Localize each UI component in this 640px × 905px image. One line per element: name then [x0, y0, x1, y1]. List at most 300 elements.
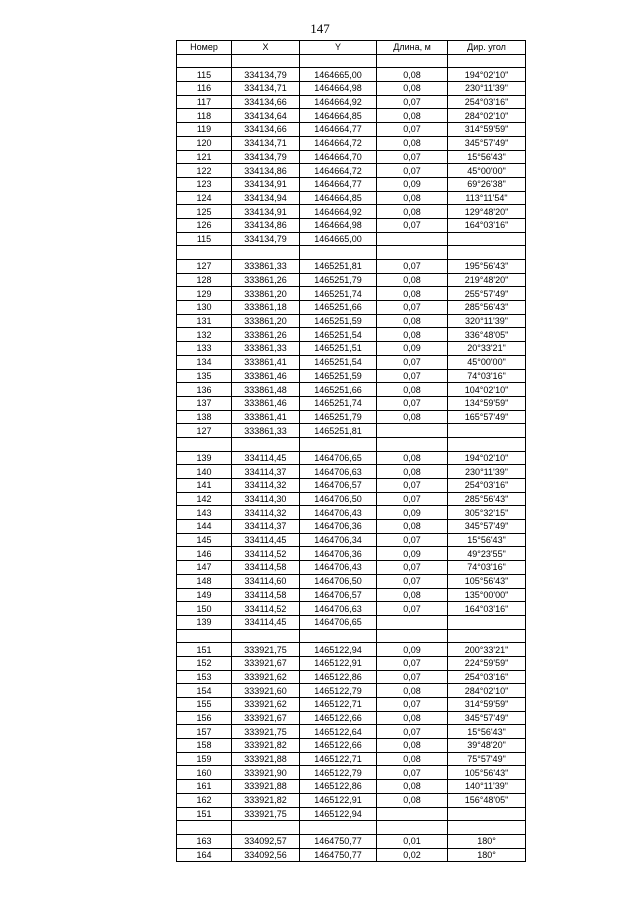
cell-direction-angle: 345°57'49"	[448, 520, 526, 534]
cell-y	[300, 54, 377, 68]
cell-number: 132	[177, 328, 232, 342]
cell-y: 1465122,66	[300, 711, 377, 725]
cell-y: 1465122,66	[300, 739, 377, 753]
cell-direction-angle: 219°48'20"	[448, 273, 526, 287]
cell-direction-angle: 345°57'49"	[448, 711, 526, 725]
cell-x: 333921,62	[232, 670, 300, 684]
table-row	[177, 383, 526, 397]
table-row	[177, 328, 526, 342]
cell-y: 1464750,77	[300, 834, 377, 848]
cell-x: 334134,66	[232, 123, 300, 137]
cell-number: 122	[177, 164, 232, 178]
cell-x: 334114,30	[232, 492, 300, 506]
cell-x: 334114,32	[232, 479, 300, 493]
cell-y: 1465122,94	[300, 643, 377, 657]
cell-direction-angle: 194°02'10"	[448, 68, 526, 82]
cell-length: 0,07	[377, 123, 448, 137]
cell-y: 1464706,65	[300, 615, 377, 629]
cell-length: 0,02	[377, 848, 448, 862]
cell-length	[377, 807, 448, 821]
cell-y: 1465122,79	[300, 766, 377, 780]
table-row	[177, 533, 526, 547]
cell-y: 1464706,36	[300, 547, 377, 561]
cell-direction-angle: 15°56'43"	[448, 150, 526, 164]
cell-length: 0,08	[377, 273, 448, 287]
cell-direction-angle: 45°00'00"	[448, 355, 526, 369]
cell-direction-angle: 156°48'05"	[448, 793, 526, 807]
cell-number: 120	[177, 136, 232, 150]
cell-direction-angle: 69°26'38"	[448, 177, 526, 191]
cell-y: 1464665,00	[300, 232, 377, 246]
cell-length	[377, 629, 448, 643]
cell-number: 141	[177, 479, 232, 493]
cell-x: 334134,79	[232, 68, 300, 82]
cell-y	[300, 629, 377, 643]
cell-length: 0,08	[377, 588, 448, 602]
cell-direction-angle: 45°00'00"	[448, 164, 526, 178]
cell-x: 334114,45	[232, 533, 300, 547]
cell-number: 126	[177, 218, 232, 232]
cell-x: 333921,67	[232, 656, 300, 670]
cell-length: 0,09	[377, 177, 448, 191]
cell-direction-angle: 195°56'43"	[448, 260, 526, 274]
cell-y: 1465251,54	[300, 355, 377, 369]
table-row	[177, 561, 526, 575]
cell-x: 333861,18	[232, 301, 300, 315]
cell-y: 1464665,00	[300, 68, 377, 82]
table-row	[177, 123, 526, 137]
cell-y: 1465251,74	[300, 287, 377, 301]
cell-y: 1465251,51	[300, 342, 377, 356]
table-row	[177, 807, 526, 821]
cell-number: 123	[177, 177, 232, 191]
cell-number: 158	[177, 739, 232, 753]
cell-length: 0,08	[377, 82, 448, 96]
table-row	[177, 739, 526, 753]
cell-y: 1464664,92	[300, 205, 377, 219]
cell-number: 151	[177, 807, 232, 821]
cell-x: 333921,82	[232, 793, 300, 807]
table-row	[177, 725, 526, 739]
table-row	[177, 574, 526, 588]
cell-x: 334114,60	[232, 574, 300, 588]
cell-number: 129	[177, 287, 232, 301]
cell-x: 334134,64	[232, 109, 300, 123]
table-row	[177, 479, 526, 493]
cell-length: 0,07	[377, 492, 448, 506]
table-row	[177, 602, 526, 616]
table-row	[177, 273, 526, 287]
cell-y: 1464706,43	[300, 561, 377, 575]
cell-number: 127	[177, 424, 232, 438]
table-row	[177, 547, 526, 561]
table-row	[177, 451, 526, 465]
cell-x: 333921,67	[232, 711, 300, 725]
cell-direction-angle	[448, 821, 526, 835]
cell-number: 117	[177, 95, 232, 109]
cell-direction-angle: 320°11'39"	[448, 314, 526, 328]
table-row	[177, 752, 526, 766]
cell-number: 163	[177, 834, 232, 848]
cell-number: 142	[177, 492, 232, 506]
cell-x: 334134,91	[232, 205, 300, 219]
cell-number: 147	[177, 561, 232, 575]
cell-number: 116	[177, 82, 232, 96]
cell-length: 0,08	[377, 752, 448, 766]
cell-length: 0,07	[377, 766, 448, 780]
cell-y: 1465122,86	[300, 670, 377, 684]
cell-y: 1464664,77	[300, 123, 377, 137]
cell-x: 333861,33	[232, 260, 300, 274]
cell-y: 1464664,98	[300, 82, 377, 96]
header-y: Y	[300, 41, 377, 55]
cell-number: 136	[177, 383, 232, 397]
cell-x: 333921,75	[232, 807, 300, 821]
cell-direction-angle: 140°11'39"	[448, 780, 526, 794]
cell-x: 334134,86	[232, 218, 300, 232]
cell-direction-angle: 200°33'21"	[448, 643, 526, 657]
cell-direction-angle: 39°48'20"	[448, 739, 526, 753]
cell-number: 139	[177, 615, 232, 629]
cell-length	[377, 424, 448, 438]
cell-y: 1465251,74	[300, 396, 377, 410]
table-row	[177, 766, 526, 780]
cell-direction-angle: 345°57'49"	[448, 136, 526, 150]
table-row	[177, 615, 526, 629]
cell-x	[232, 437, 300, 451]
table-row	[177, 54, 526, 68]
cell-number: 149	[177, 588, 232, 602]
table-row	[177, 191, 526, 205]
coordinates-table	[176, 40, 526, 862]
cell-x: 334134,91	[232, 177, 300, 191]
table-row	[177, 260, 526, 274]
cell-number	[177, 54, 232, 68]
cell-length: 0,09	[377, 643, 448, 657]
cell-y: 1464706,65	[300, 451, 377, 465]
cell-length: 0,07	[377, 218, 448, 232]
cell-y: 1465122,71	[300, 752, 377, 766]
table-row	[177, 232, 526, 246]
cell-number	[177, 437, 232, 451]
cell-length: 0,09	[377, 547, 448, 561]
cell-y: 1465251,54	[300, 328, 377, 342]
cell-length: 0,07	[377, 369, 448, 383]
cell-x: 333861,46	[232, 369, 300, 383]
cell-direction-angle	[448, 437, 526, 451]
cell-length	[377, 54, 448, 68]
table-row	[177, 355, 526, 369]
cell-length: 0,08	[377, 780, 448, 794]
cell-y: 1464706,63	[300, 465, 377, 479]
cell-y: 1464706,63	[300, 602, 377, 616]
cell-length: 0,08	[377, 465, 448, 479]
table-row	[177, 68, 526, 82]
cell-number: 144	[177, 520, 232, 534]
cell-x: 334114,45	[232, 615, 300, 629]
cell-y: 1464706,50	[300, 492, 377, 506]
cell-x: 334114,37	[232, 465, 300, 479]
cell-number: 128	[177, 273, 232, 287]
cell-y: 1465251,79	[300, 410, 377, 424]
cell-y: 1464664,70	[300, 150, 377, 164]
cell-direction-angle: 194°02'10"	[448, 451, 526, 465]
cell-x	[232, 821, 300, 835]
table-row	[177, 711, 526, 725]
cell-direction-angle: 15°56'43"	[448, 725, 526, 739]
cell-x: 334114,37	[232, 520, 300, 534]
cell-y: 1464664,85	[300, 109, 377, 123]
cell-y: 1464664,72	[300, 136, 377, 150]
cell-x: 334092,56	[232, 848, 300, 862]
cell-length: 0,08	[377, 520, 448, 534]
table-row	[177, 109, 526, 123]
cell-length: 0,07	[377, 396, 448, 410]
cell-length: 0,08	[377, 328, 448, 342]
table-row	[177, 136, 526, 150]
cell-direction-angle: 105°56'43"	[448, 766, 526, 780]
cell-direction-angle: 105°56'43"	[448, 574, 526, 588]
table-row	[177, 301, 526, 315]
cell-y: 1465251,81	[300, 424, 377, 438]
cell-x: 334134,71	[232, 82, 300, 96]
cell-number: 162	[177, 793, 232, 807]
cell-number: 125	[177, 205, 232, 219]
cell-y: 1465122,91	[300, 793, 377, 807]
table-row	[177, 848, 526, 862]
cell-number: 151	[177, 643, 232, 657]
cell-x: 334134,79	[232, 232, 300, 246]
table-row	[177, 287, 526, 301]
cell-x: 334092,57	[232, 834, 300, 848]
cell-length: 0,01	[377, 834, 448, 848]
cell-y: 1464750,77	[300, 848, 377, 862]
cell-direction-angle: 20°33'21"	[448, 342, 526, 356]
table-row	[177, 520, 526, 534]
cell-x: 334114,52	[232, 547, 300, 561]
table-row	[177, 424, 526, 438]
cell-direction-angle: 164°03'16"	[448, 218, 526, 232]
cell-y: 1464664,98	[300, 218, 377, 232]
cell-direction-angle: 285°56'43"	[448, 301, 526, 315]
table-row	[177, 205, 526, 219]
cell-length: 0,07	[377, 602, 448, 616]
table-row	[177, 506, 526, 520]
cell-length: 0,07	[377, 656, 448, 670]
table-row	[177, 95, 526, 109]
cell-number: 157	[177, 725, 232, 739]
cell-length	[377, 232, 448, 246]
cell-number: 153	[177, 670, 232, 684]
cell-number: 115	[177, 68, 232, 82]
cell-x: 333921,82	[232, 739, 300, 753]
cell-y: 1465122,86	[300, 780, 377, 794]
header-x: X	[232, 41, 300, 55]
cell-y: 1465251,59	[300, 369, 377, 383]
cell-length: 0,07	[377, 95, 448, 109]
cell-number	[177, 821, 232, 835]
cell-number: 160	[177, 766, 232, 780]
cell-y: 1464706,36	[300, 520, 377, 534]
cell-length: 0,08	[377, 191, 448, 205]
cell-length: 0,08	[377, 451, 448, 465]
cell-direction-angle: 224°59'59"	[448, 656, 526, 670]
table-body	[177, 54, 526, 862]
table-row	[177, 342, 526, 356]
cell-x: 333921,88	[232, 780, 300, 794]
cell-direction-angle: 230°11'39"	[448, 465, 526, 479]
cell-y: 1465251,59	[300, 314, 377, 328]
table-row	[177, 670, 526, 684]
cell-direction-angle: 254°03'16"	[448, 95, 526, 109]
cell-y: 1465251,79	[300, 273, 377, 287]
cell-x: 334114,32	[232, 506, 300, 520]
table-row	[177, 465, 526, 479]
cell-direction-angle: 74°03'16"	[448, 369, 526, 383]
cell-length: 0,08	[377, 314, 448, 328]
cell-y: 1464664,77	[300, 177, 377, 191]
table-row	[177, 588, 526, 602]
cell-x: 333861,20	[232, 287, 300, 301]
cell-length: 0,08	[377, 711, 448, 725]
table-row	[177, 780, 526, 794]
cell-length: 0,07	[377, 533, 448, 547]
cell-x: 333921,90	[232, 766, 300, 780]
cell-x: 333861,41	[232, 410, 300, 424]
cell-x	[232, 629, 300, 643]
header-number: Номер	[177, 41, 232, 55]
cell-number: 133	[177, 342, 232, 356]
table-row	[177, 218, 526, 232]
cell-length: 0,08	[377, 287, 448, 301]
cell-direction-angle: 314°59'59"	[448, 123, 526, 137]
header-direction-angle: Дир. угол	[448, 41, 526, 55]
cell-number: 121	[177, 150, 232, 164]
table-row	[177, 629, 526, 643]
cell-length: 0,07	[377, 150, 448, 164]
cell-x: 334134,66	[232, 95, 300, 109]
cell-x: 334114,45	[232, 451, 300, 465]
cell-x	[232, 246, 300, 260]
cell-number: 134	[177, 355, 232, 369]
cell-direction-angle	[448, 246, 526, 260]
cell-y: 1465122,79	[300, 684, 377, 698]
cell-number: 115	[177, 232, 232, 246]
cell-length: 0,07	[377, 260, 448, 274]
cell-direction-angle: 180°	[448, 834, 526, 848]
cell-number: 161	[177, 780, 232, 794]
cell-y: 1464664,72	[300, 164, 377, 178]
cell-number: 154	[177, 684, 232, 698]
table-row	[177, 150, 526, 164]
cell-number: 139	[177, 451, 232, 465]
cell-number: 131	[177, 314, 232, 328]
cell-length: 0,08	[377, 684, 448, 698]
cell-number: 156	[177, 711, 232, 725]
cell-length	[377, 821, 448, 835]
cell-x: 333861,20	[232, 314, 300, 328]
cell-y: 1465122,71	[300, 698, 377, 712]
cell-length: 0,07	[377, 574, 448, 588]
table-row	[177, 793, 526, 807]
cell-number: 137	[177, 396, 232, 410]
cell-x: 334134,86	[232, 164, 300, 178]
cell-number	[177, 246, 232, 260]
cell-number: 130	[177, 301, 232, 315]
cell-number: 124	[177, 191, 232, 205]
cell-x: 333921,62	[232, 698, 300, 712]
cell-direction-angle: 180°	[448, 848, 526, 862]
cell-direction-angle: 165°57'49"	[448, 410, 526, 424]
cell-y: 1465251,81	[300, 260, 377, 274]
cell-x: 333921,88	[232, 752, 300, 766]
cell-number: 152	[177, 656, 232, 670]
cell-direction-angle: 314°59'59"	[448, 698, 526, 712]
cell-x: 334134,94	[232, 191, 300, 205]
cell-direction-angle: 230°11'39"	[448, 82, 526, 96]
cell-y: 1465251,66	[300, 383, 377, 397]
table-row	[177, 314, 526, 328]
cell-y: 1464664,92	[300, 95, 377, 109]
cell-direction-angle: 113°11'54"	[448, 191, 526, 205]
cell-length	[377, 615, 448, 629]
cell-direction-angle: 129°48'20"	[448, 205, 526, 219]
table-row	[177, 821, 526, 835]
cell-number: 140	[177, 465, 232, 479]
table-row	[177, 177, 526, 191]
table-row	[177, 164, 526, 178]
cell-number: 138	[177, 410, 232, 424]
cell-number: 159	[177, 752, 232, 766]
cell-y: 1464706,43	[300, 506, 377, 520]
cell-direction-angle	[448, 615, 526, 629]
cell-direction-angle: 164°03'16"	[448, 602, 526, 616]
cell-direction-angle: 254°03'16"	[448, 670, 526, 684]
table-row	[177, 834, 526, 848]
cell-number: 145	[177, 533, 232, 547]
cell-length: 0,07	[377, 561, 448, 575]
cell-y: 1465122,64	[300, 725, 377, 739]
cell-direction-angle: 254°03'16"	[448, 479, 526, 493]
cell-x: 334134,71	[232, 136, 300, 150]
cell-direction-angle: 255°57'49"	[448, 287, 526, 301]
table-row	[177, 437, 526, 451]
cell-length: 0,07	[377, 164, 448, 178]
cell-direction-angle: 75°57'49"	[448, 752, 526, 766]
cell-y	[300, 246, 377, 260]
cell-x: 334114,52	[232, 602, 300, 616]
cell-direction-angle	[448, 232, 526, 246]
coordinates-table-wrapper	[176, 40, 525, 862]
cell-x: 333861,48	[232, 383, 300, 397]
table-row	[177, 684, 526, 698]
table-row	[177, 698, 526, 712]
cell-number: 150	[177, 602, 232, 616]
cell-length: 0,07	[377, 670, 448, 684]
cell-number: 119	[177, 123, 232, 137]
cell-y	[300, 821, 377, 835]
cell-length: 0,07	[377, 725, 448, 739]
table-row	[177, 369, 526, 383]
cell-length: 0,07	[377, 698, 448, 712]
cell-x: 333861,46	[232, 396, 300, 410]
cell-y: 1465122,91	[300, 656, 377, 670]
cell-direction-angle: 49°23'55"	[448, 547, 526, 561]
cell-number: 135	[177, 369, 232, 383]
cell-x: 333861,41	[232, 355, 300, 369]
table-row	[177, 396, 526, 410]
cell-length: 0,08	[377, 410, 448, 424]
